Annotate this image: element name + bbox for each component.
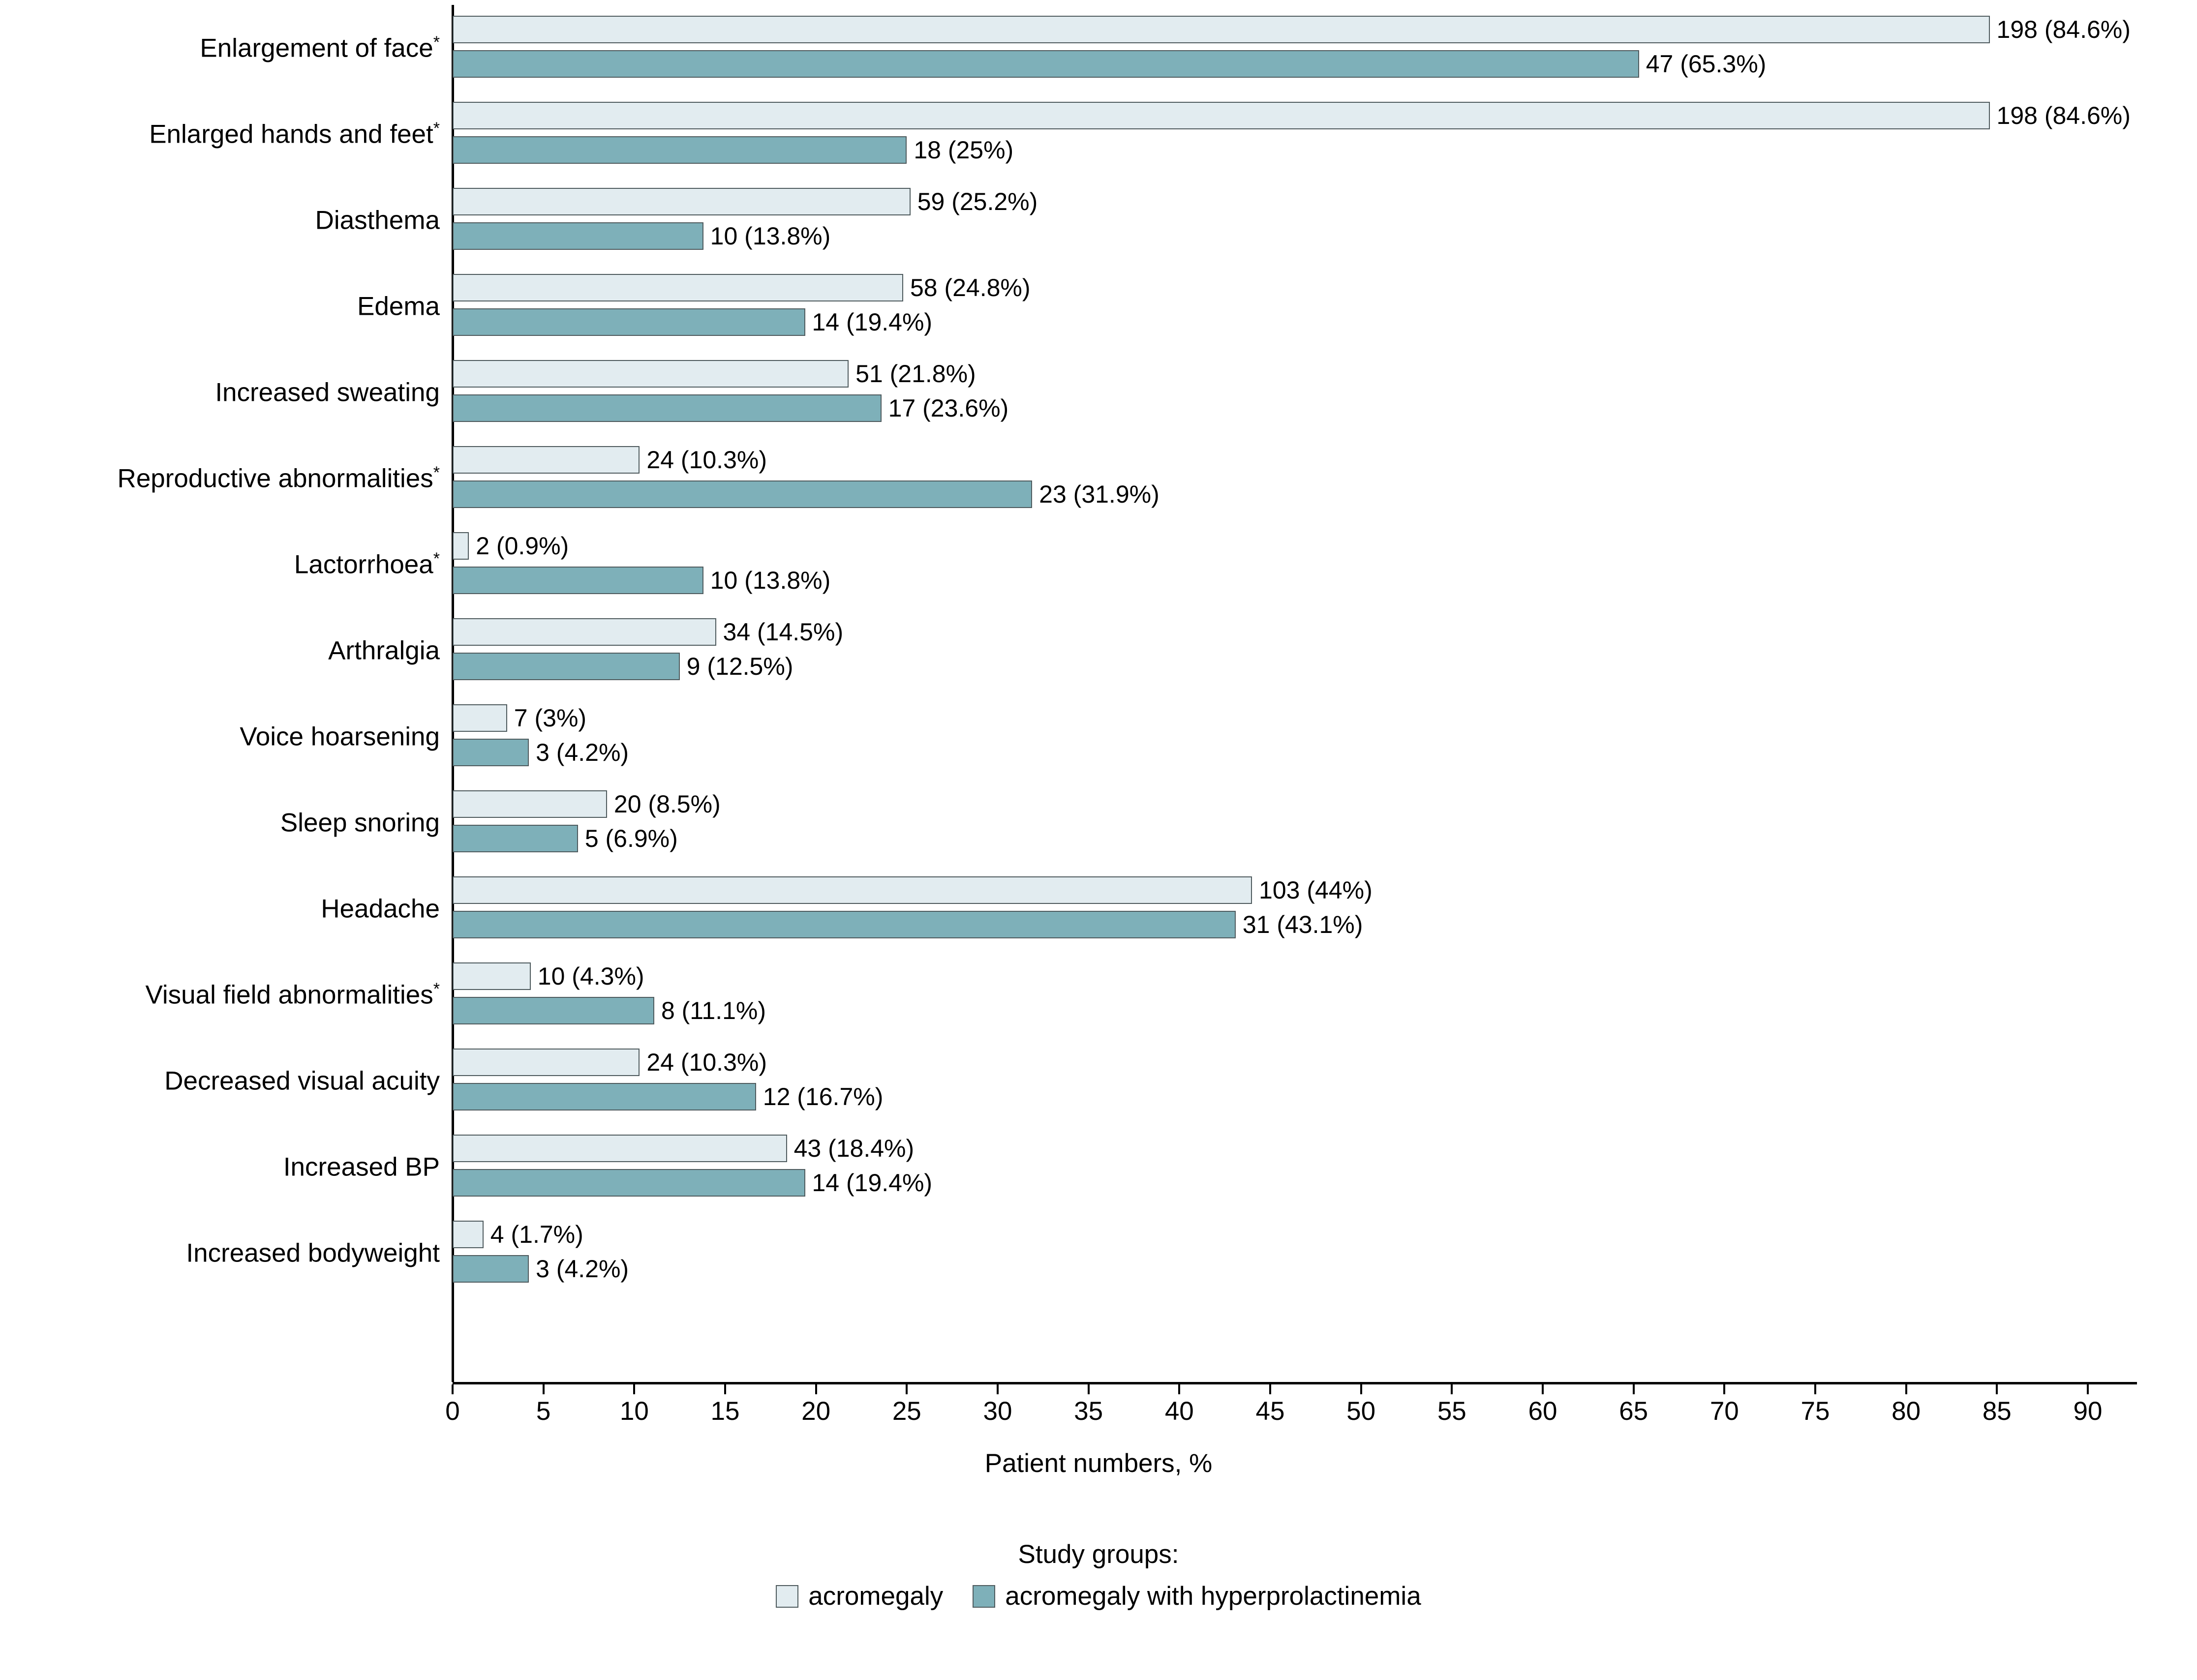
- category-label: Increased bodyweight: [186, 1238, 440, 1267]
- category-label: Visual field abnormalities*: [145, 979, 440, 1009]
- bar: [453, 911, 1236, 938]
- bar-group: [453, 222, 830, 250]
- x-tick: [1633, 1384, 1635, 1394]
- bar-group: [453, 618, 843, 646]
- bar-value-label: 5 (6.9%): [584, 825, 678, 852]
- bar: [453, 50, 1639, 78]
- category-row: [117, 435, 2135, 521]
- x-tick-label: 25: [892, 1397, 921, 1426]
- bar-value-label: 17 (23.6%): [888, 394, 1009, 422]
- category-row: [280, 780, 2135, 866]
- x-tick: [543, 1384, 545, 1394]
- x-tick-label: 60: [1528, 1397, 1557, 1426]
- category-label: Sleep snoring: [280, 808, 440, 837]
- bar-value-label: 20 (8.5%): [613, 790, 721, 818]
- bar-value-label: 3 (4.2%): [536, 739, 629, 766]
- bar-group: [453, 1049, 767, 1076]
- bar: [453, 222, 703, 250]
- bar-value-label: 103 (44%): [1259, 876, 1373, 904]
- bar: [453, 480, 1032, 508]
- bar-value-label: 10 (4.3%): [537, 962, 644, 990]
- bar-group: [453, 567, 830, 594]
- bar: [453, 308, 805, 336]
- x-tick-label: 35: [1074, 1397, 1103, 1426]
- category-label: Edema: [357, 292, 440, 321]
- x-axis-title: Patient numbers, %: [984, 1449, 1213, 1478]
- bar-group: [453, 274, 1031, 301]
- x-tick-label: 65: [1619, 1397, 1648, 1426]
- bar-value-label: 12 (16.7%): [763, 1083, 884, 1110]
- bar-group: [453, 360, 976, 388]
- bar-value-label: 24 (10.3%): [646, 446, 767, 474]
- bar: [453, 16, 1990, 43]
- x-tick: [1542, 1384, 1544, 1394]
- x-tick: [1814, 1384, 1816, 1394]
- bar: [453, 188, 911, 215]
- bar-value-label: 10 (13.8%): [710, 567, 831, 594]
- x-tick: [452, 1384, 454, 1394]
- bar-group: [453, 790, 721, 818]
- bar: [453, 653, 680, 680]
- bar-group: [453, 739, 629, 766]
- x-tick: [1360, 1384, 1362, 1394]
- bar: [453, 739, 529, 766]
- bar-value-label: 14 (19.4%): [812, 308, 933, 336]
- bar-group: [453, 308, 932, 336]
- bar-value-label: 34 (14.5%): [723, 618, 844, 646]
- bar: [453, 532, 469, 560]
- category-label: Lactorrhoea*: [294, 549, 440, 579]
- category-row: [357, 263, 2135, 349]
- category-row: [200, 5, 2135, 91]
- bar-value-label: 14 (19.4%): [812, 1169, 933, 1197]
- legend-title: Study groups:: [1018, 1540, 1179, 1569]
- legend-item-acromegaly: [776, 1581, 943, 1611]
- bar: [453, 446, 640, 474]
- x-tick-label: 50: [1346, 1397, 1376, 1426]
- x-tick: [724, 1384, 726, 1394]
- bar-group: [453, 1255, 629, 1283]
- bar-group: [453, 653, 793, 680]
- bar: [453, 274, 903, 301]
- category-row: [294, 521, 2135, 607]
- x-tick-label: 10: [619, 1397, 649, 1426]
- category-label: Diasthema: [315, 206, 440, 235]
- bar: [453, 997, 654, 1024]
- bar-value-label: 7 (3%): [514, 704, 587, 732]
- bar: [453, 790, 607, 818]
- legend-item-acromegaly-hyperprolactinemia: [973, 1581, 1421, 1611]
- x-tick-label: 80: [1892, 1397, 1921, 1426]
- bar-value-label: 8 (11.1%): [661, 997, 766, 1024]
- bar-group: [453, 704, 586, 732]
- bar: [453, 1083, 756, 1110]
- bar-group: [453, 1169, 932, 1197]
- bar: [453, 1221, 484, 1248]
- bar: [453, 1049, 640, 1076]
- category-label: Increased BP: [283, 1152, 440, 1181]
- x-tick: [906, 1384, 908, 1394]
- x-tick: [1451, 1384, 1453, 1394]
- bar-group: [453, 188, 1037, 215]
- legend-swatch-icon: [776, 1585, 798, 1608]
- bar-group: [453, 876, 1373, 904]
- bar-value-label: 198 (84.6%): [1996, 102, 2131, 129]
- bar: [453, 876, 1252, 904]
- category-row: [164, 1038, 2135, 1124]
- x-axis-line: [453, 1382, 2137, 1384]
- bar-group: [453, 480, 1160, 508]
- category-row: [149, 91, 2135, 177]
- bar-value-label: 59 (25.2%): [917, 188, 1038, 215]
- category-row: [215, 349, 2135, 435]
- category-rows: [117, 5, 2135, 1296]
- category-row: [315, 177, 2135, 263]
- x-tick-label: 45: [1255, 1397, 1285, 1426]
- category-label: Voice hoarsening: [240, 722, 440, 751]
- bar-value-label: 24 (10.3%): [646, 1049, 767, 1076]
- bar-value-label: 18 (25%): [914, 136, 1014, 164]
- bar: [453, 567, 703, 594]
- bar-value-label: 43 (18.4%): [793, 1135, 915, 1162]
- x-tick: [1178, 1384, 1180, 1394]
- bar-value-label: 4 (1.7%): [490, 1221, 583, 1248]
- x-tick-label: 15: [710, 1397, 740, 1426]
- legend-swatch-icon: [973, 1585, 995, 1608]
- bar-value-label: 2 (0.9%): [476, 532, 569, 560]
- legend-label: acromegaly: [808, 1582, 944, 1611]
- bar: [453, 394, 882, 422]
- bar-group: [453, 962, 644, 990]
- bar-group: [453, 1221, 583, 1248]
- bar-value-label: 9 (12.5%): [686, 653, 793, 680]
- bar: [453, 962, 531, 990]
- x-tick: [633, 1384, 635, 1394]
- bar: [453, 1135, 787, 1162]
- x-tick: [1723, 1384, 1725, 1394]
- x-tick: [1905, 1384, 1907, 1394]
- bar-value-label: 31 (43.1%): [1242, 911, 1363, 938]
- category-row: [240, 693, 2135, 780]
- bar-group: [453, 1083, 883, 1110]
- bar-group: [453, 825, 678, 852]
- bar-group: [453, 50, 1766, 78]
- bar-value-label: 198 (84.6%): [1996, 16, 2131, 43]
- bar-value-label: 58 (24.8%): [910, 274, 1031, 301]
- bar-value-label: 47 (65.3%): [1646, 50, 1767, 78]
- bar-group: [453, 1135, 914, 1162]
- bar-group: [453, 532, 569, 560]
- bar-group: [453, 911, 1363, 938]
- category-label: Enlarged hands and feet*: [149, 119, 440, 149]
- bar-group: [453, 997, 766, 1024]
- bar: [453, 825, 578, 852]
- bar: [453, 618, 716, 646]
- x-tick: [815, 1384, 817, 1394]
- bar-value-label: 23 (31.9%): [1039, 480, 1160, 508]
- x-tick-label: 70: [1709, 1397, 1739, 1426]
- category-row: [321, 866, 2135, 952]
- bar: [453, 1255, 529, 1283]
- bar-group: [453, 16, 2131, 43]
- bar-group: [453, 446, 767, 474]
- x-tick: [1996, 1384, 1998, 1394]
- bar: [453, 360, 849, 388]
- x-tick: [1088, 1384, 1090, 1394]
- bar-group: [453, 102, 2131, 129]
- bar-value-label: 51 (21.8%): [855, 360, 976, 388]
- bar: [453, 1169, 805, 1197]
- bar-group: [453, 394, 1008, 422]
- x-tick-label: 0: [445, 1397, 460, 1426]
- x-tick-label: 40: [1164, 1397, 1194, 1426]
- category-label: Enlargement of face*: [200, 32, 440, 62]
- category-row: [186, 1210, 2135, 1296]
- legend: [0, 1581, 2197, 1611]
- bar-group: [453, 136, 1013, 164]
- bar: [453, 704, 507, 732]
- category-row: [328, 607, 2135, 693]
- bar: [453, 136, 907, 164]
- x-tick-label: 55: [1437, 1397, 1466, 1426]
- bar-value-label: 10 (13.8%): [710, 222, 831, 250]
- category-label: Reproductive abnormalities*: [117, 463, 440, 493]
- x-tick-label: 5: [536, 1397, 551, 1426]
- category-label: Increased sweating: [215, 378, 440, 407]
- category-label: Decreased visual acuity: [164, 1066, 440, 1095]
- x-tick: [1269, 1384, 1271, 1394]
- x-tick-label: 90: [2073, 1397, 2103, 1426]
- x-tick-label: 85: [1982, 1397, 2012, 1426]
- x-tick: [2087, 1384, 2089, 1394]
- x-tick-label: 30: [983, 1397, 1012, 1426]
- x-tick-label: 75: [1800, 1397, 1830, 1426]
- category-label: Headache: [321, 894, 440, 923]
- legend-label: acromegaly with hyperprolactinemia: [1005, 1582, 1421, 1611]
- category-row: [283, 1124, 2135, 1210]
- category-label: Arthralgia: [328, 636, 440, 665]
- bar-value-label: 3 (4.2%): [536, 1255, 629, 1283]
- category-row: [145, 952, 2135, 1038]
- x-tick: [997, 1384, 999, 1394]
- x-tick-label: 20: [801, 1397, 831, 1426]
- bar: [453, 102, 1990, 129]
